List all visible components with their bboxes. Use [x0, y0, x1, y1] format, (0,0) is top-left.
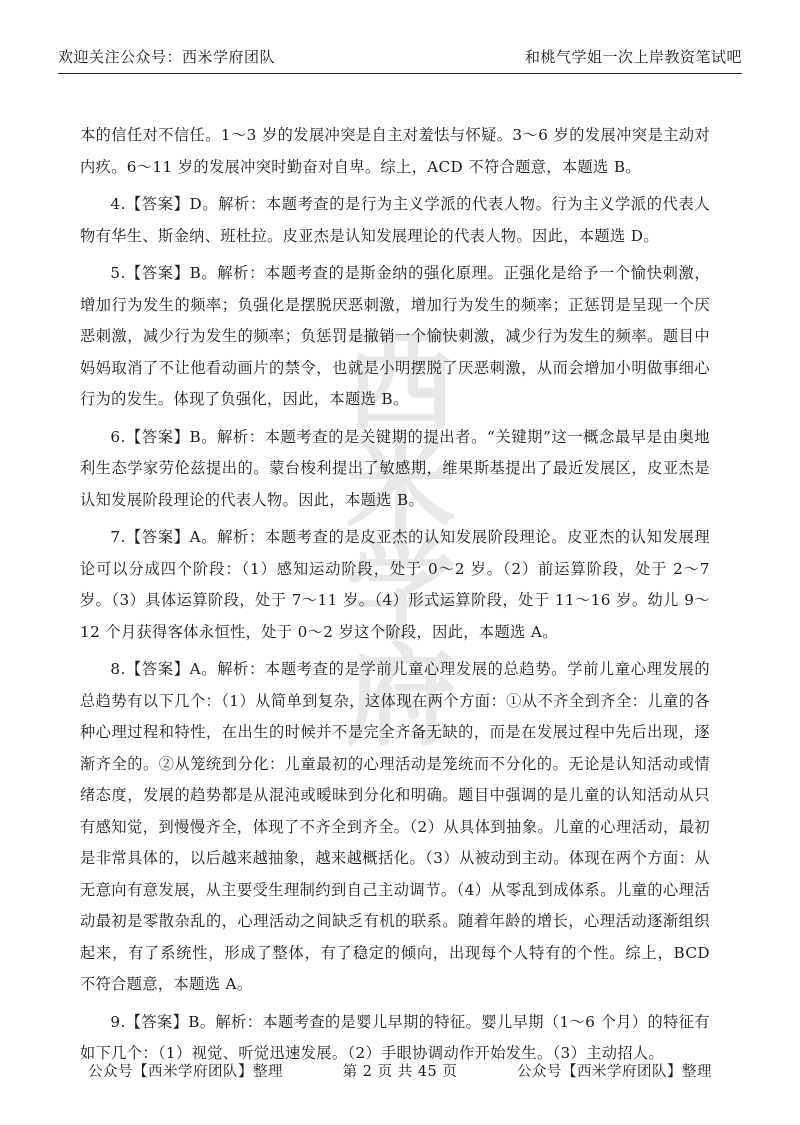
paragraph-continuation: 本的信任对不信任。1～3 岁的发展冲突是自主对羞怯与怀疑。3～6 岁的发展冲突是主动对内疚。6～11 岁的发展冲突时勤奋对自卑。综上，ACD 不符合题意，本题选 B。: [80, 126, 710, 176]
header-right-text: 和桃气学姐一次上岸教资笔试吧: [524, 48, 742, 66]
answer-4-paragraph: 4.【答案】D。解析：本题考查的是行为主义学派的代表人物。行为主义学派的代表人物有华生、斯金纳、班杜拉。皮亚杰是认知发展理论的代表人物。因此，本题选 D。: [80, 195, 710, 245]
answer-7-paragraph: 7.【答案】A。解析：本题考查的是皮亚杰的认知发展阶段理论。皮亚杰的认知发展理论可以分成四个阶段：（1）感知运动阶段，处于 0～2 岁。（2）前运算阶段，处于 2～7 岁。（3）具体运算阶段，处于 7～11 岁。（4）形式运算阶段，处于 11～16 岁。幼儿 9～12 个月获得客体永恒性，处于 0～2 岁这个阶段，因此，本题选 A。: [80, 528, 710, 641]
footer-left-text: 公众号【西米学府团队】整理: [88, 1064, 283, 1080]
answer-5-paragraph: 5.【答案】B。解析：本题考查的是斯金纳的强化原理。正强化是给予一个愉快刺激，增加行为发生的频率；负强化是摆脱厌恶刺激，增加行为发生的频率；正惩罚是呈现一个厌恶刺激，减少行为发生的频率；负惩罚是撤销一个愉快刺激，减少行为发生的频率。题目中妈妈取消了不让他看动画片的禁令，也就是小明摆脱了厌恶刺激，从而会增加小明做事细心行为的发生。体现了负强化，因此，本题选 B。: [80, 264, 710, 408]
document-body: [80, 120, 710, 1076]
header-left-text: 欢迎关注公众号：西米学府团队: [58, 48, 276, 66]
footer-right-text: 公众号【西米学府团队】整理: [516, 1064, 712, 1080]
answer-8-paragraph: 8.【答案】A。解析：本题考查的是学前儿童心理发展的总趋势。学前儿童心理发展的总趋势有以下几个：（1）从简单到复杂，这体现在两个方面：①从不齐全到齐全：儿童的各种心理过程和特性，在出生的时候并不是完全齐备无缺的，而是在发展过程中先后出现，逐渐齐全的。②从笼统到分化：儿童最初的心理活动是笼统而不分化的。无论是认知活动或情绪态度，发展的趋势都是从混沌或暧昧到分化和明确。题目中强调的是儿童的认知活动从只有感知觉，到慢慢齐全，体现了不齐全到齐全。（2）从具体到抽象。儿童的心理活动，最初是非常具体的，以后越来越抽象，越来越概括化。（3）从被动到主动。体现在两个方面：从无意向有意发展，从主要受生理制约到自己主动调节。（4）从零乱到成体系。儿童的心理活动最初是零散杂乱的，心理活动之间缺乏有机的联系。随着年龄的增长，心理活动逐渐组织起来，有了系统性，形成了整体，有了稳定的倾向，出现每个人特有的个性。综上，BCD 不符合题意，本题选 A。: [80, 660, 710, 993]
page-number: 第 2 页 共 45 页: [342, 1064, 458, 1080]
watermark-logo: 西米学府: [346, 318, 456, 761]
page-header: [58, 44, 742, 74]
answer-9-paragraph: 9.【答案】B。解析：本题考查的是婴儿早期的特征。婴儿早期（1～6 个月）的特征有如下几个：（1）视觉、听觉迅速发展。（2）手眼协调动作开始发生。（3）主动招人。: [80, 1012, 710, 1062]
answer-6-paragraph: 6.【答案】B。解析：本题考查的是关键期的提出者。“关键期”这一概念最早是由奥地利生态学家劳伦兹提出的。蒙台梭利提出了敏感期，维果斯基提出了最近发展区，皮亚杰是认知发展阶段理论的代表人物。因此，本题选 B。: [80, 427, 710, 509]
